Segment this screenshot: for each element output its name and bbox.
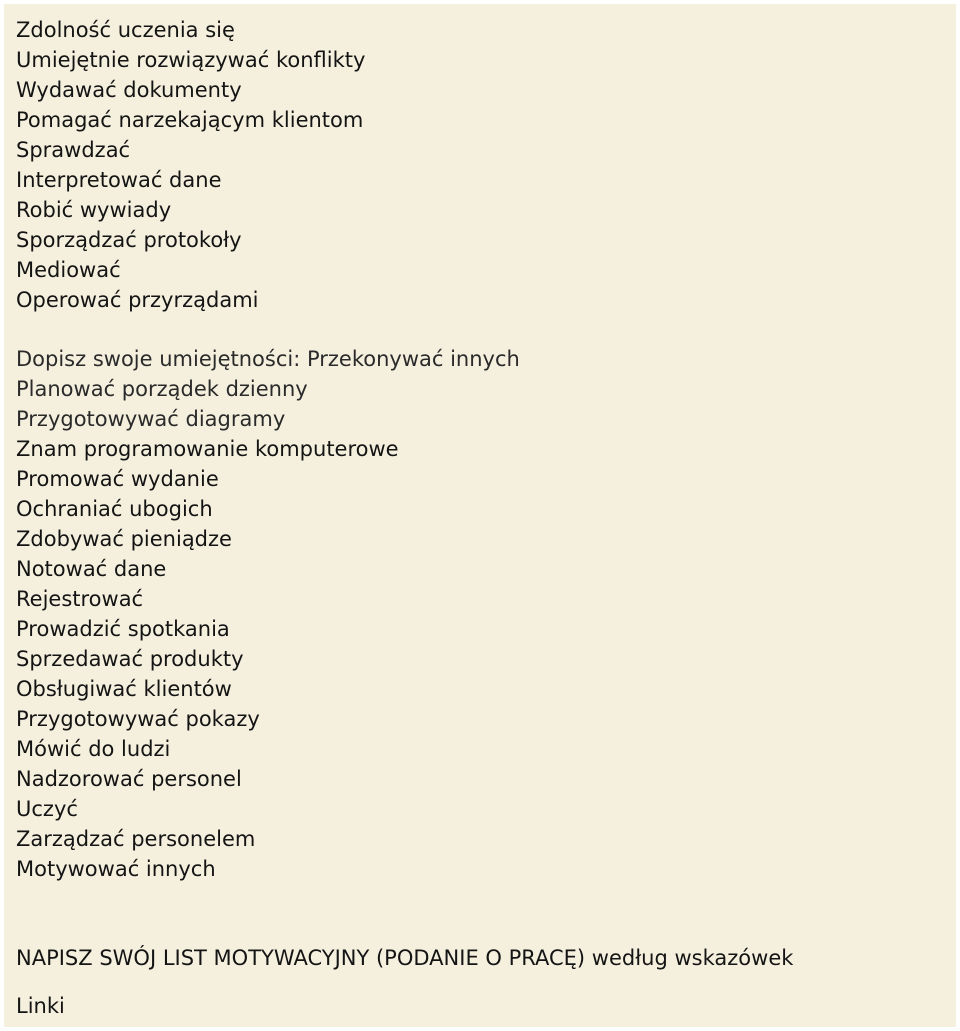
links-label[interactable]: Linki xyxy=(16,994,65,1018)
own-skill-item: Obsługiwać klientów xyxy=(16,677,232,701)
own-skill-item: Zarządzać personelem xyxy=(16,827,256,851)
cover-letter-heading: NAPISZ SWÓJ LIST MOTYWACYJNY (PODANIE O PRACĘ) według wskazówek xyxy=(16,946,794,970)
own-skill-item: Przygotowywać diagramy xyxy=(16,407,286,431)
skill-item: Zdolność uczenia się xyxy=(16,18,235,42)
own-skill-item: Zdobywać pieniądze xyxy=(16,527,232,551)
own-skill-item: Nadzorować personel xyxy=(16,767,242,791)
own-skill-item: Mówić do ludzi xyxy=(16,737,171,761)
own-skill-item: Znam programowanie komputerowe xyxy=(16,437,399,461)
own-skill-item: Promować wydanie xyxy=(16,467,219,491)
skill-item: Robić wywiady xyxy=(16,198,172,222)
skill-item: Sporządzać protokoły xyxy=(16,228,242,252)
skill-item: Wydawać dokumenty xyxy=(16,78,242,102)
own-skill-item: Rejestrować xyxy=(16,587,144,611)
document-panel xyxy=(4,4,956,1027)
own-skill-item: Sprzedawać produkty xyxy=(16,647,244,671)
skill-item: Operować przyrządami xyxy=(16,288,259,312)
own-skill-item: Motywować innych xyxy=(16,857,216,881)
own-skills-intro: Dopisz swoje umiejętności: Przekonywać innych xyxy=(16,347,520,371)
skill-item: Interpretować dane xyxy=(16,168,222,192)
own-skill-item: Ochraniać ubogich xyxy=(16,497,213,521)
own-skill-item: Prowadzić spotkania xyxy=(16,617,230,641)
skill-item: Sprawdzać xyxy=(16,138,131,162)
own-skill-item: Uczyć xyxy=(16,797,78,821)
own-skill-item: Notować dane xyxy=(16,557,167,581)
skill-item: Umiejętnie rozwiązywać konflikty xyxy=(16,48,366,72)
own-skill-item: Planować porządek dzienny xyxy=(16,377,308,401)
skill-item: Pomagać narzekającym klientom xyxy=(16,108,364,132)
own-skill-item: Przygotowywać pokazy xyxy=(16,707,260,731)
skill-item: Mediować xyxy=(16,258,121,282)
